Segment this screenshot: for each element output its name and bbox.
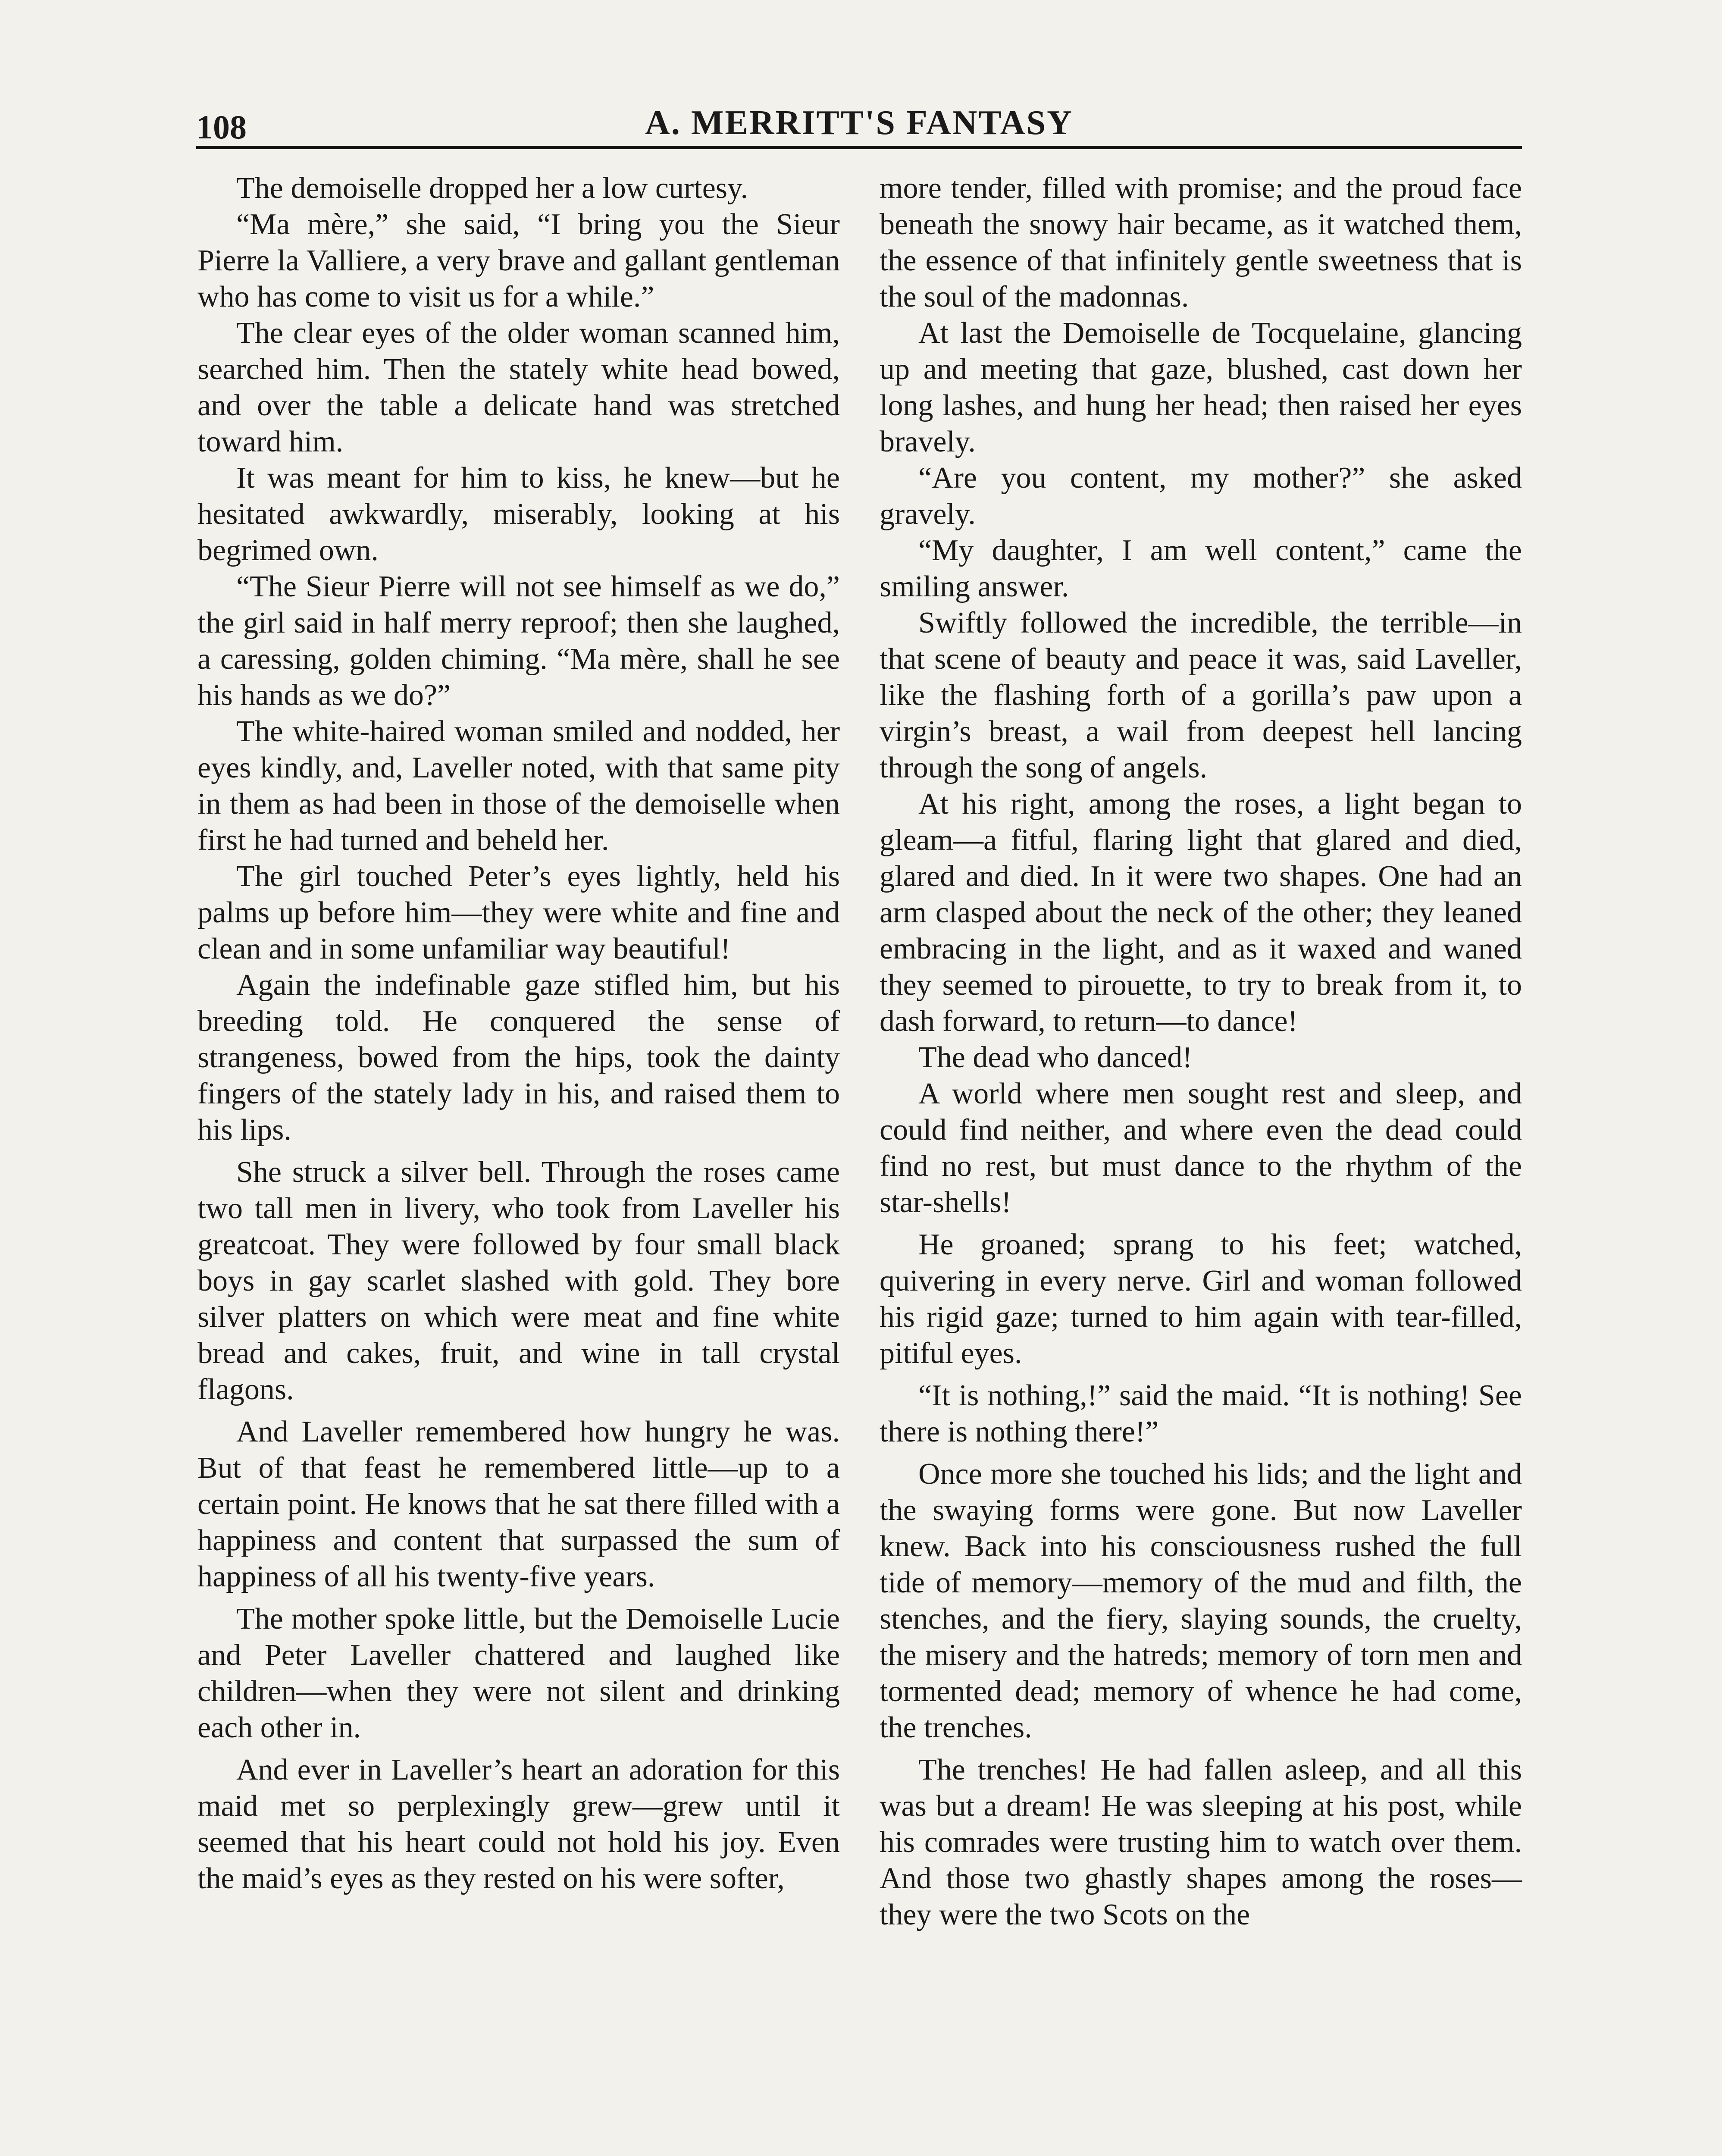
paragraph: The clear eyes of the older woman scanned him, searched him. Then the stately white head bowed, and over the table a delicate hand was stretched toward him. [197, 317, 840, 458]
paragraph: more tender, filled with promise; and the proud face beneath the snowy hair became, as it watched them, the essence of that infinitely gentle sweetness that is the soul of the madonnas. [880, 172, 1522, 313]
paragraph: And ever in Laveller’s heart an adoration for this maid met so perplexingly grew—grew until it seemed that his heart could not hold his joy. Even the maid’s eyes as they rested on his were softer, [197, 1753, 840, 1895]
paragraph: Once more she touched his lids; and the light and the swaying forms were gone. But now Laveller knew. Back into his consciousness rushed the full tide of memory—memory of the mud and filth, the stenches, and the fiery, slaying sounds, the cruelty, the misery and the hatreds; memory of torn men and tormented dead; memory of whence he had come, the trenches. [880, 1457, 1522, 1744]
paragraph: She struck a silver bell. Through the roses came two tall men in livery, who took from Laveller his greatcoat. They were followed by four small black boys in gay scarlet slashed with gold. They bore silver platters on which were meat and fine white bread and cakes, fruit, and wine in tall crystal flagons. [197, 1156, 840, 1406]
right-column [880, 170, 1522, 1933]
running-title: A. MERRITT'S FANTASY [645, 104, 1073, 142]
paragraph: “Ma mère,” she said, “I bring you the Sieur Pierre la Valliere, a very brave and gallant gentleman who has come to visit us for a while.” [197, 208, 840, 313]
page-number: 108 [196, 108, 247, 146]
paragraph: The white-haired woman smiled and nodded, her eyes kindly, and, Laveller noted, with that same pity in them as had been in those of the demoiselle when first he had turned and beheld her. [197, 715, 840, 857]
paragraph: The mother spoke little, but the Demoiselle Lucie and Peter Laveller chattered and laughed like children—when they were not silent and drinking each other in. [197, 1602, 840, 1744]
paragraph: A world where men sought rest and sleep, and could find neither, and where even the dead could find no rest, but must dance to the rhythm of the star-shells! [880, 1077, 1522, 1219]
paragraph: Again the indefinable gaze stifled him, but his breeding told. He conquered the sense of strangeness, bowed from the hips, took the dainty fingers of the stately lady in his, and raised them to his lips. [197, 968, 840, 1147]
page-header [196, 97, 1522, 149]
paragraph: “Are you content, my mother?” she asked gravely. [880, 461, 1522, 531]
left-column [197, 170, 840, 1897]
paragraph: “It is nothing,!” said the maid. “It is nothing! See there is nothing there!” [880, 1379, 1522, 1448]
header-rule [196, 146, 1522, 149]
paragraph: The girl touched Peter’s eyes lightly, held his palms up before him—they were white and fine and clean and in some unfamiliar way beautiful! [197, 860, 840, 965]
paragraph: “The Sieur Pierre will not see himself as we do,” the girl said in half merry reproof; then she laughed, a caressing, golden chiming. “Ma mère, shall he see his hands as we do?” [197, 570, 840, 712]
paragraph: Swiftly followed the incredible, the terrible—in that scene of beauty and peace it was, said Laveller, like the flashing forth of a gorilla’s paw upon a virgin’s breast, a wail from deepest hell lancing through the song of angels. [880, 606, 1522, 784]
paragraph: “My daughter, I am well content,” came the smiling answer. [880, 534, 1522, 603]
paragraph: He groaned; sprang to his feet; watched, quivering in every nerve. Girl and woman followed his rigid gaze; turned to him again with tear-filled, pitiful eyes. [880, 1228, 1522, 1370]
paragraph: At his right, among the roses, a light began to gleam—a fitful, flaring light that glared and died, glared and died. In it were two shapes. One had an arm clasped about the neck of the other; they leaned embracing in the light, and as it waxed and waned they seemed to pirouette, to try to break from it, to dash forward, to return—to dance! [880, 787, 1522, 1038]
paragraph: The demoiselle dropped her a low curtesy. [236, 172, 748, 205]
paragraph: And Laveller remembered how hungry he was. But of that feast he remembered little—up to a certain point. He knows that he sat there filled with a happiness and content that surpassed the sum of happiness of all his twenty-five years. [197, 1415, 840, 1593]
paragraph: The dead who danced! [918, 1041, 1193, 1074]
paragraph: At last the Demoiselle de Tocquelaine, glancing up and meeting that gaze, blushed, cast down her long lashes, and hung her head; then raised her eyes bravely. [880, 317, 1522, 458]
paragraph: It was meant for him to kiss, he knew—but he hesitated awkwardly, miserably, looking at his begrimed own. [197, 461, 840, 567]
paragraph: The trenches! He had fallen asleep, and all this was but a dream! He was sleeping at his post, while his comrades were trusting him to watch over them. And those two ghastly shapes among the roses—they were the two Scots on the [880, 1753, 1522, 1931]
